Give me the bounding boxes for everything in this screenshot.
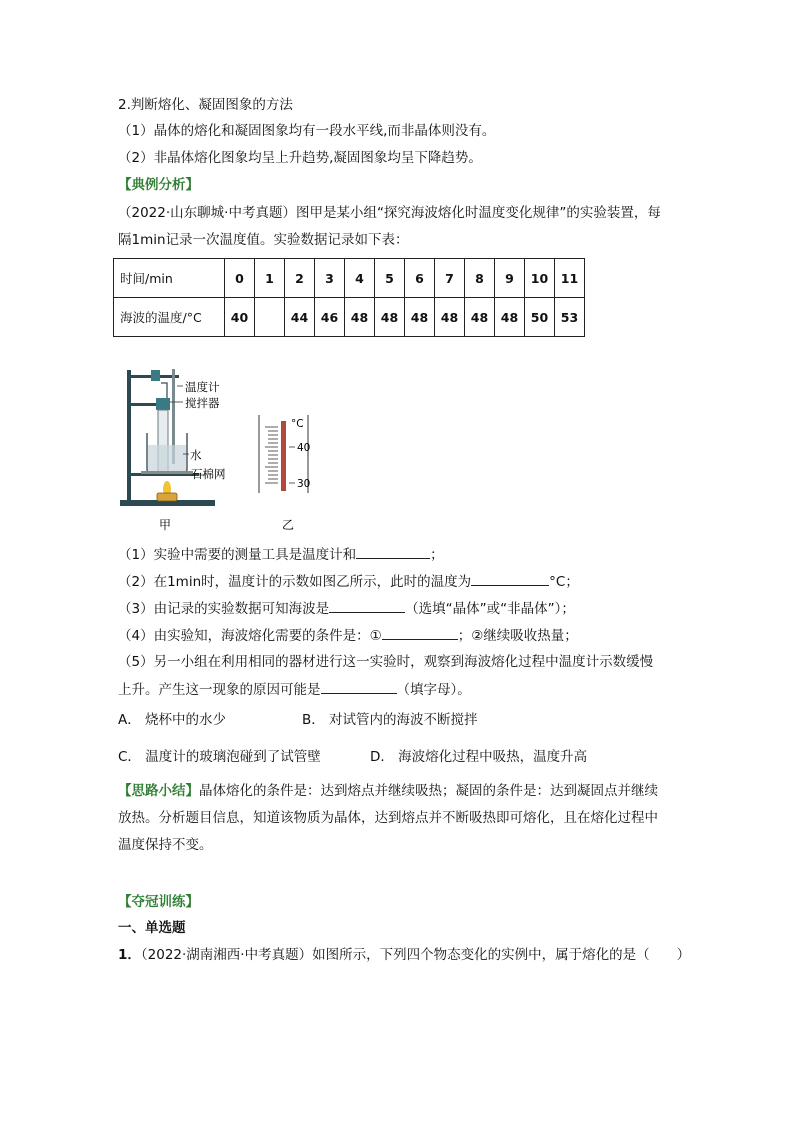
table-row-temperature <box>114 298 585 337</box>
table-cell: 2 <box>285 259 315 298</box>
option-c: C． 温度计的玻璃泡碰到了试管壁 <box>118 749 321 765</box>
table-cell: 5 <box>375 259 405 298</box>
question-3 <box>118 598 575 619</box>
method-point-2: （2）非晶体熔化图象均呈上升趋势,凝固图象均呈下降趋势。 <box>118 150 482 166</box>
question-1 <box>118 544 444 565</box>
table-cell: 48 <box>465 298 495 337</box>
table-cell: 48 <box>405 298 435 337</box>
table-cell: 48 <box>375 298 405 337</box>
table-cell <box>255 298 285 337</box>
summary-line-1 <box>118 781 658 801</box>
training-question-1-text: （2022·湖南湘西·中考真题）如图所示，下列四个物态变化的实例中，属于熔化的是（ ） <box>140 947 691 963</box>
table-cell: 9 <box>495 259 525 298</box>
question-5-line-1: （5）另一小组在利用相同的器材进行这一实验时，观察到海波熔化过程中温度计示数缓慢 <box>118 654 654 670</box>
experiment-figure <box>115 365 325 535</box>
table-cell: 8 <box>465 259 495 298</box>
question-1-text: （1）实验中需要的测量工具是温度计和 <box>118 547 357 563</box>
table-cell: 46 <box>315 298 345 337</box>
question-5-text: 上升。产生这一现象的原因可能是 <box>118 682 321 698</box>
option-a: A． 烧杯中的水少 <box>118 712 227 728</box>
table-cell: 3 <box>315 259 345 298</box>
option-b: B． 对试管内的海波不断搅拌 <box>302 712 478 728</box>
summary-tag: 【思路小结】 <box>118 783 199 799</box>
summary-text-1: 晶体熔化的条件是：达到熔点并继续吸热；凝固的条件是：达到凝固点并继续 <box>199 783 658 799</box>
question-number: 1． <box>118 947 141 963</box>
table-cell: 53 <box>555 298 585 337</box>
example-heading: 【典例分析】 <box>118 177 199 193</box>
label-thermometer: 温度计 <box>185 380 220 394</box>
option-d: D． 海波熔化过程中吸热，温度升高 <box>370 749 588 765</box>
question-5-line-2 <box>118 679 471 700</box>
table-cell: 0 <box>225 259 255 298</box>
table-cell: 44 <box>285 298 315 337</box>
thermometer-tick-40: 40 <box>297 442 311 454</box>
training-question-1 <box>118 945 690 965</box>
answer-blank <box>471 571 549 586</box>
table-cell: 48 <box>495 298 525 337</box>
table-cell: 48 <box>435 298 465 337</box>
method-point-1: （1）晶体的熔化和凝固图象均有一段水平线,而非晶体则没有。 <box>118 123 496 139</box>
example-intro-line-1: （2022·山东聊城·中考真题）图甲是某小组“探究海波熔化时温度变化规律”的实验装置，每 <box>118 205 661 221</box>
answer-blank <box>321 679 397 694</box>
question-1-end: ； <box>430 547 444 563</box>
thermometer-unit: °C <box>291 418 304 430</box>
table-cell: 10 <box>525 259 555 298</box>
table-row-time <box>114 259 585 298</box>
table-cell: 48 <box>345 298 375 337</box>
table-cell: 40 <box>225 298 255 337</box>
answer-blank <box>329 598 405 613</box>
table-cell: 6 <box>405 259 435 298</box>
question-4-text: （4）由实验知，海波熔化需要的条件是：① <box>118 628 382 644</box>
table-cell: 50 <box>525 298 555 337</box>
question-4-end: ；②继续吸收热量； <box>457 628 578 644</box>
question-2-end: °C； <box>549 574 579 590</box>
caption-yi: 乙 <box>282 518 295 532</box>
table-cell: 1 <box>255 259 285 298</box>
question-2 <box>118 571 579 592</box>
question-3-text: （3）由记录的实验数据可知海波是 <box>118 601 330 617</box>
question-5-end: （填字母）。 <box>396 682 471 698</box>
label-asbestos-net: 石棉网 <box>191 467 226 481</box>
table-cell: 7 <box>435 259 465 298</box>
answer-blank <box>382 625 458 640</box>
question-2-text: （2）在1min时，温度计的示数如图乙所示，此时的温度为 <box>118 574 472 590</box>
thermometer-tick-30: 30 <box>297 478 311 490</box>
table-cell: 11 <box>555 259 585 298</box>
caption-jia: 甲 <box>159 518 172 532</box>
summary-line-2: 放热。分析题目信息，知道该物质为晶体，达到熔点并不断吸热即可熔化，且在熔化过程中 <box>118 810 658 826</box>
table-header-time: 时间/min <box>114 259 225 298</box>
method-title: 2.判断熔化、凝固图象的方法 <box>118 97 293 113</box>
section-title: 一、单选题 <box>118 920 186 936</box>
data-table <box>113 258 585 337</box>
question-4 <box>118 625 578 646</box>
question-3-end: （选填“晶体”或“非晶体”）； <box>405 601 575 617</box>
table-header-temperature: 海波的温度/°C <box>114 298 225 337</box>
table-cell: 4 <box>345 259 375 298</box>
summary-line-3: 温度保持不变。 <box>118 837 213 853</box>
answer-blank <box>356 544 430 559</box>
label-water: 水 <box>190 448 202 462</box>
training-heading: 【夺冠训练】 <box>118 894 199 910</box>
label-stirrer: 搅拌器 <box>185 396 220 410</box>
example-intro-line-2: 隔1min记录一次温度值。实验数据记录如下表： <box>118 232 409 248</box>
